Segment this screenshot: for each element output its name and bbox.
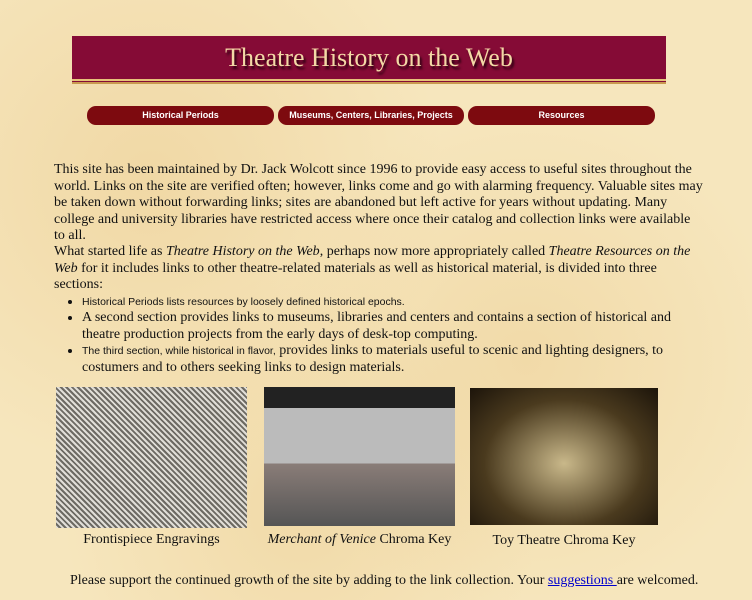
- p2-e: for it includes links to other theatre-related materials as well as historical material, is divided into three sections:: [54, 260, 657, 292]
- list-item: [82, 310, 704, 343]
- nav-historical-periods[interactable]: Historical Periods: [87, 106, 274, 125]
- bullet-3a: The third section, while historical in flavor,: [82, 345, 276, 357]
- caption-engravings: Frontispiece Engravings: [83, 532, 220, 547]
- site-banner: [72, 36, 666, 78]
- banner-rule: [72, 78, 666, 84]
- caption-merchant: [254, 532, 465, 548]
- nav-resources[interactable]: Resources: [468, 106, 655, 125]
- sections-paragraph: [54, 244, 704, 376]
- sections-list: [54, 294, 704, 377]
- bullet-1: Historical Periods lists resources by loosely defined historical epochs.: [82, 295, 405, 308]
- bullet-3b: provides links to materials useful to scenic and lighting designers, to costumers and to others seeking links to design materials.: [82, 343, 664, 375]
- footer-before: Please support the continued growth of the site by adding to the link collection. Your: [70, 573, 548, 588]
- list-item: [82, 343, 704, 376]
- list-item: [82, 294, 704, 311]
- caption-toy-theatre: Toy Theatre Chroma Key: [492, 533, 636, 548]
- suggestions-link[interactable]: suggestions: [547, 573, 617, 588]
- p2-b: Theatre History on the Web: [165, 244, 320, 259]
- p2-c: , perhaps now more appropriately called: [319, 244, 549, 259]
- bullet-2: A second section provides links to museums, libraries and centers and contains a section of historical and theatre production projects from the early days of desk-top computing.: [82, 310, 672, 342]
- toy-theatre-image[interactable]: [470, 388, 658, 525]
- site-title: Theatre History on the Web: [225, 43, 513, 72]
- caption-merchant-italic: Merchant of Venice: [267, 532, 376, 547]
- p2-a: What started life as: [54, 244, 166, 259]
- intro-paragraph: This site has been maintained by Dr. Jack Wolcott since 1996 to provide easy access to useful sites throughout the world. Links on the site are verified often; however, links come and go with alarming frequency. Valuable sites may be taken down without forwarding links; sites are abandoned but left active for years without updating. Many college and university libraries have restricted access where once their catalog and collection links were available to all.: [54, 162, 703, 243]
- footer-text: [70, 573, 750, 590]
- footer-after: are welcomed.: [616, 573, 699, 588]
- caption-merchant-text: Chroma Key: [375, 532, 452, 547]
- p2-d: Theatre Resources on the Web: [54, 244, 691, 276]
- engraving-image[interactable]: [56, 387, 247, 528]
- nav-museums[interactable]: Museums, Centers, Libraries, Projects: [278, 106, 464, 125]
- merchant-of-venice-image[interactable]: [264, 387, 455, 526]
